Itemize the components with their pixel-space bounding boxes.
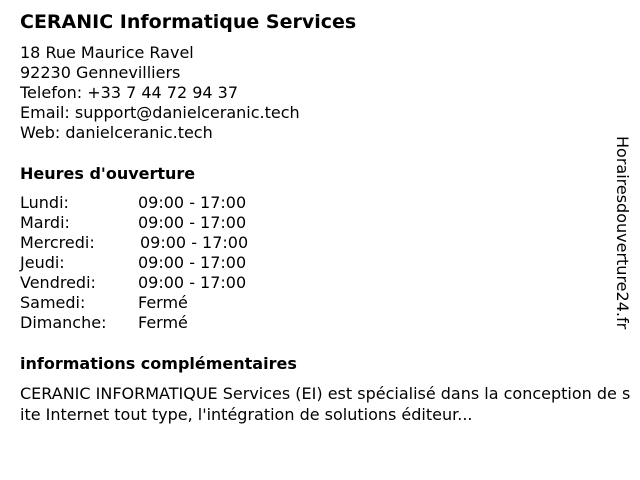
website: Web: danielceranic.tech — [20, 123, 213, 142]
phone-number: Telefon: +33 7 44 72 94 37 — [20, 83, 239, 102]
city-postcode: 92230 Gennevilliers — [20, 63, 181, 82]
day-label: Dimanche: — [20, 313, 107, 332]
time-value: Fermé — [138, 313, 188, 332]
day-label: Lundi: — [20, 193, 69, 212]
day-label: Samedi: — [20, 293, 86, 312]
time-value: 09:00 - 17:00 — [138, 193, 247, 212]
time-value: 09:00 - 17:00 — [138, 213, 247, 232]
day-label: Jeudi: — [20, 253, 65, 272]
time-value: Fermé — [138, 293, 188, 312]
day-label: Vendredi: — [20, 273, 96, 292]
contact-block — [20, 43, 300, 143]
site-watermark: Horairesdouverture24.fr — [613, 136, 632, 330]
info-heading: informations complémentaires — [20, 354, 297, 373]
time-value: 09:00 - 17:00 — [138, 273, 247, 292]
street-address: 18 Rue Maurice Ravel — [20, 43, 194, 62]
info-description: CERANIC INFORMATIQUE Services (EI) est spécialisé dans la conception de site Internet tout type, l'intégration de solutions éditeur... — [20, 384, 631, 424]
time-value: 09:00 - 17:00 — [138, 253, 247, 272]
time-value: 09:00 - 17:00 — [140, 233, 249, 252]
business-name: CERANIC Informatique Services — [20, 11, 357, 33]
email-address: Email: support@danielceranic.tech — [20, 103, 300, 122]
hours-heading: Heures d'ouverture — [20, 164, 196, 183]
day-label: Mardi: — [20, 213, 70, 232]
day-label: Mercredi: — [20, 233, 95, 252]
